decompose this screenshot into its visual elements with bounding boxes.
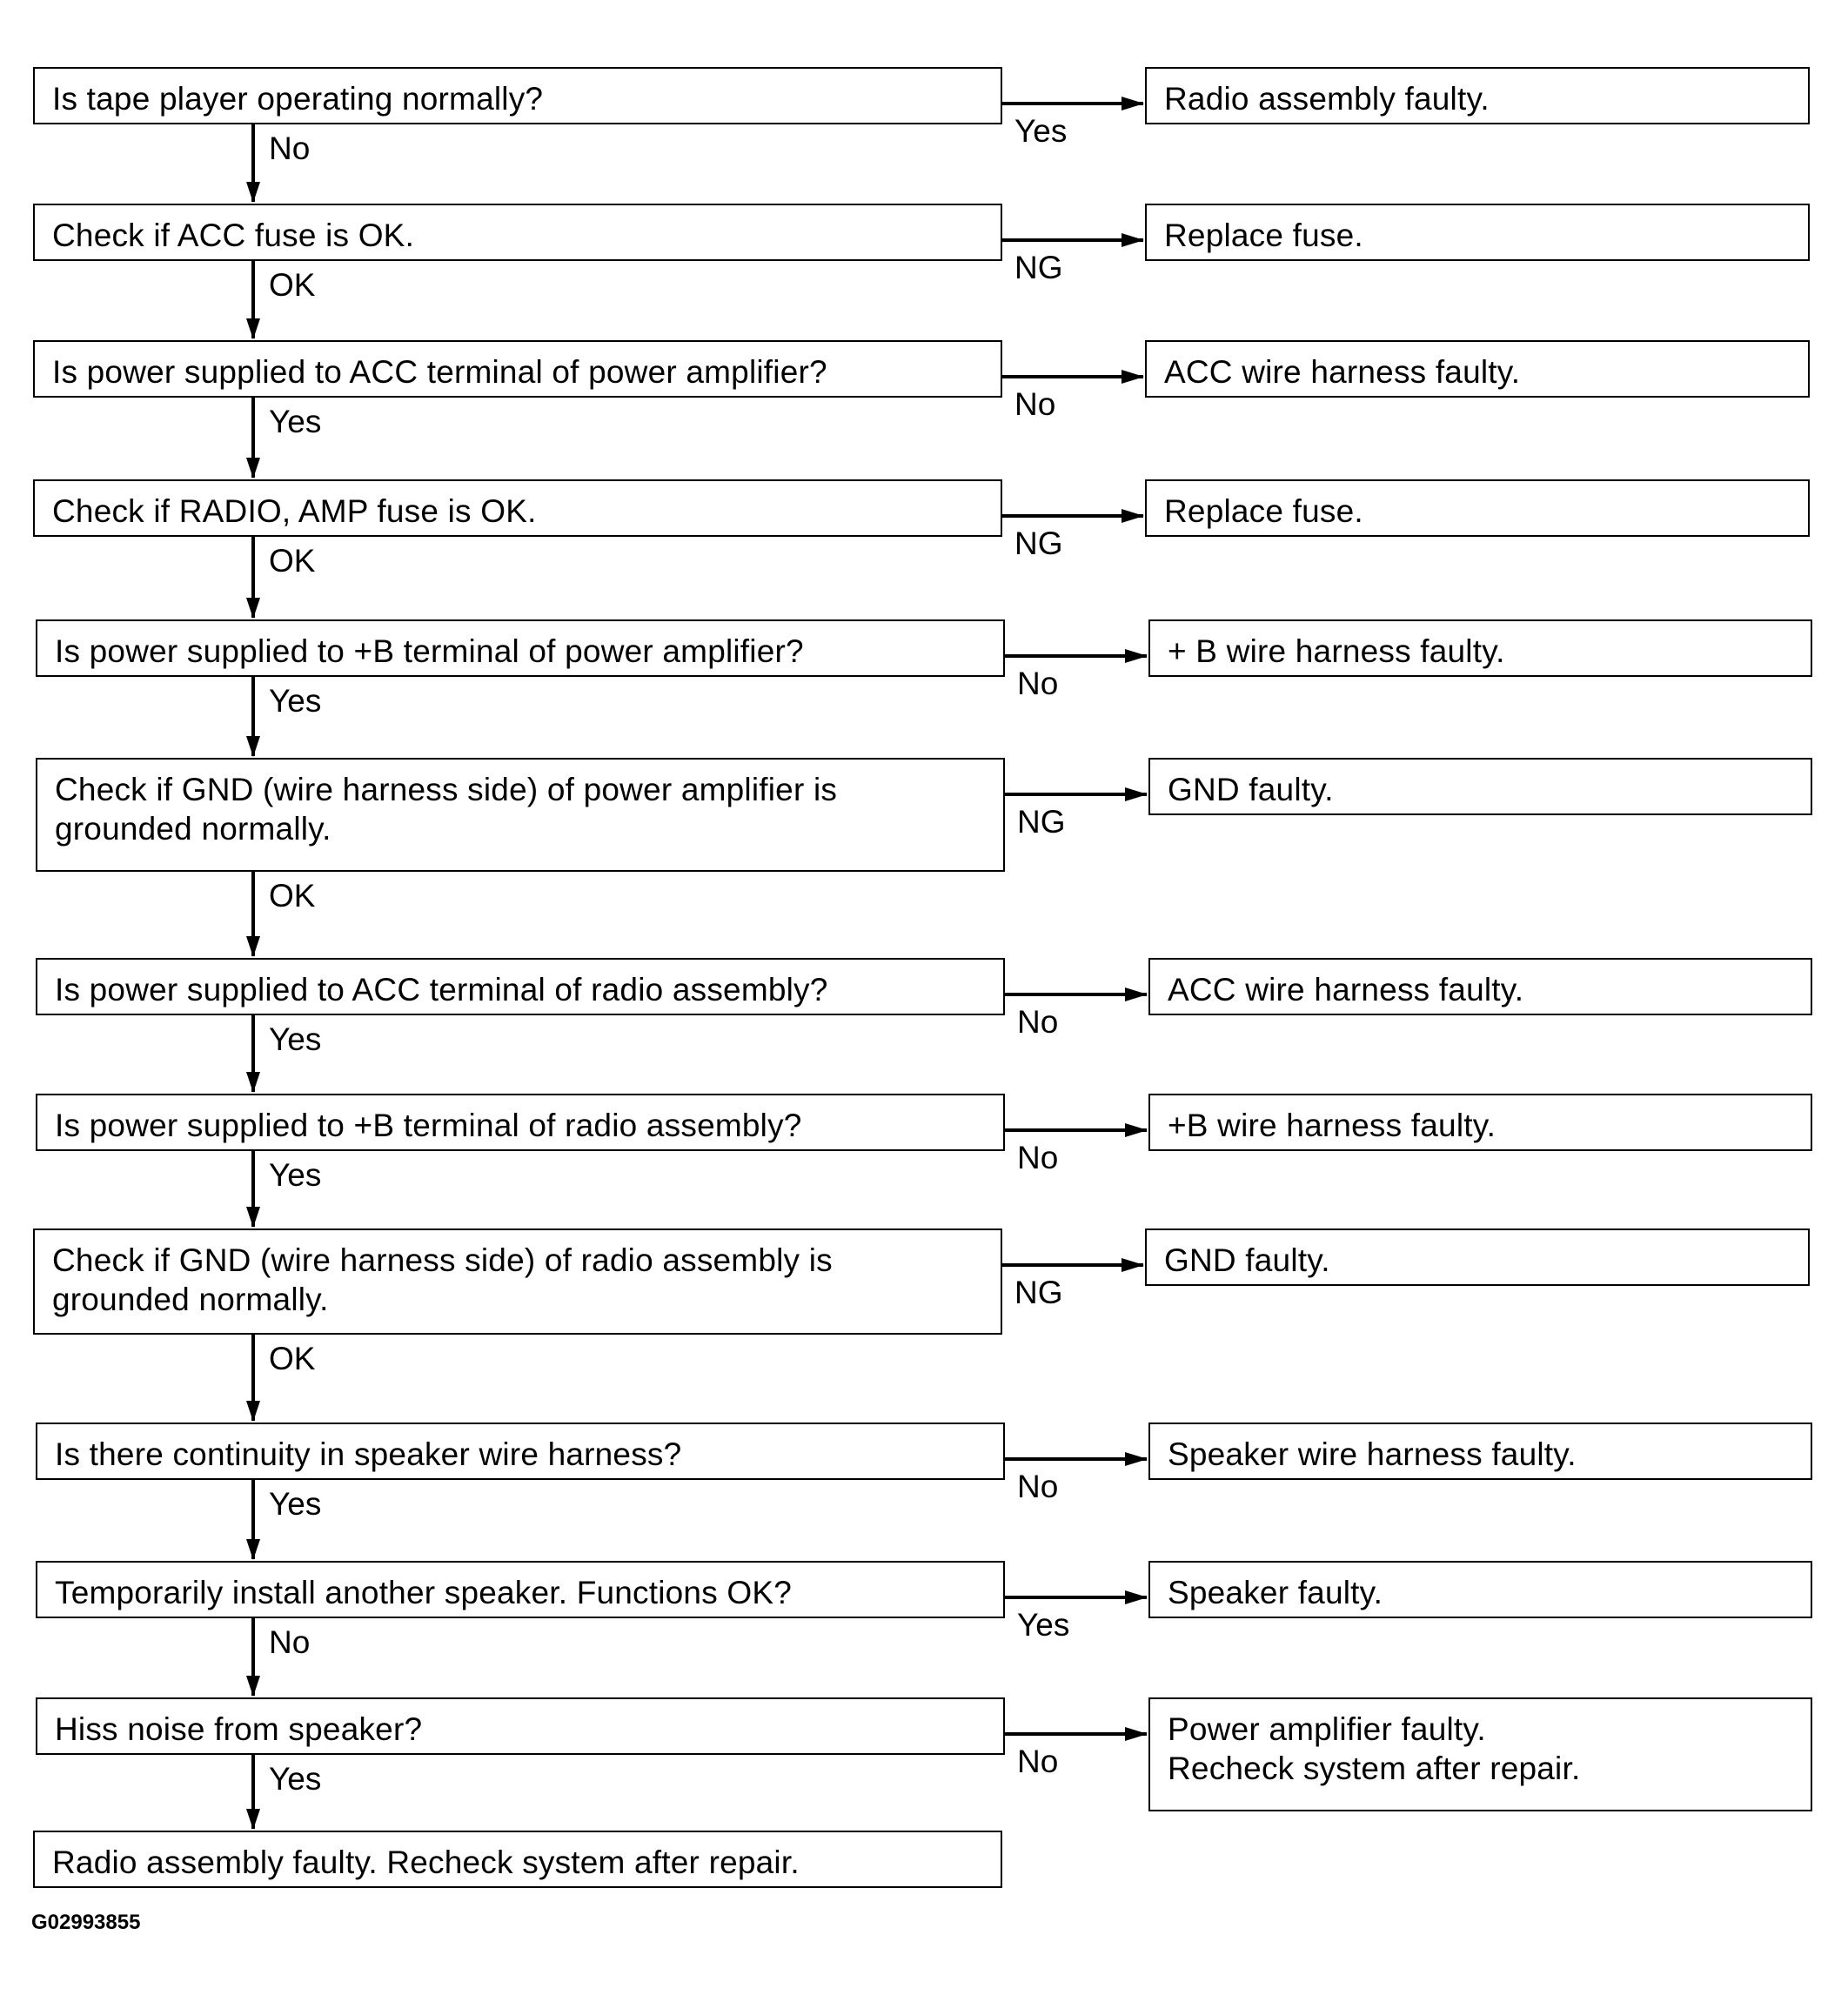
right-arrow-6 — [1125, 787, 1148, 801]
down-branch-label-4: OK — [269, 543, 316, 579]
outcome-box-7: ACC wire harness faulty. — [1148, 958, 1812, 1015]
question-box-4: Check if RADIO, AMP fuse is OK. — [33, 479, 1002, 537]
outcome-box-3: ACC wire harness faulty. — [1145, 340, 1810, 398]
right-branch-label-7: No — [1017, 1004, 1059, 1040]
question-box-3: Is power supplied to ACC terminal of power amplifier? — [33, 340, 1002, 398]
right-arrow-5 — [1125, 649, 1148, 663]
right-branch-label-3: No — [1014, 386, 1056, 422]
question-box-6: Check if GND (wire harness side) of power amplifier is grounded normally. — [36, 758, 1005, 872]
right-arrow-3 — [1122, 370, 1144, 384]
down-branch-label-5: Yes — [269, 683, 322, 719]
down-arrow-10 — [246, 1539, 260, 1560]
question-box-1: Is tape player operating normally? — [33, 67, 1002, 124]
down-arrow-1 — [246, 182, 260, 203]
down-branch-label-12: Yes — [269, 1761, 322, 1797]
outcome-box-12: Power amplifier faulty. Recheck system after repair. — [1148, 1697, 1812, 1811]
right-arrow-7 — [1125, 987, 1148, 1001]
question-box-2: Check if ACC fuse is OK. — [33, 204, 1002, 261]
right-branch-label-8: No — [1017, 1140, 1059, 1175]
down-arrow-8 — [246, 1207, 260, 1228]
outcome-box-8: +B wire harness faulty. — [1148, 1094, 1812, 1151]
right-branch-label-4: NG — [1014, 526, 1063, 561]
outcome-box-10: Speaker wire harness faulty. — [1148, 1423, 1812, 1480]
down-arrow-7 — [246, 1072, 260, 1093]
question-box-10: Is there continuity in speaker wire harness? — [36, 1423, 1005, 1480]
right-branch-label-6: NG — [1017, 804, 1066, 840]
outcome-box-6: GND faulty. — [1148, 758, 1812, 815]
down-arrow-5 — [246, 736, 260, 757]
down-arrow-4 — [246, 598, 260, 619]
down-branch-label-7: Yes — [269, 1021, 322, 1057]
right-arrow-10 — [1125, 1452, 1148, 1466]
right-branch-label-9: NG — [1014, 1275, 1063, 1310]
down-arrow-2 — [246, 318, 260, 339]
outcome-box-2: Replace fuse. — [1145, 204, 1810, 261]
down-arrow-11 — [246, 1676, 260, 1697]
down-branch-label-11: No — [269, 1624, 311, 1660]
outcome-box-11: Speaker faulty. — [1148, 1561, 1812, 1618]
right-arrow-9 — [1122, 1258, 1144, 1272]
right-branch-label-1: Yes — [1014, 113, 1068, 149]
question-box-5: Is power supplied to +B terminal of power amplifier? — [36, 619, 1005, 677]
question-box-8: Is power supplied to +B terminal of radio assembly? — [36, 1094, 1005, 1151]
right-branch-label-12: No — [1017, 1744, 1059, 1779]
down-branch-label-1: No — [269, 131, 311, 166]
figure-id: G02993855 — [31, 1911, 141, 1934]
outcome-box-5: + B wire harness faulty. — [1148, 619, 1812, 677]
question-box-9: Check if GND (wire harness side) of radio assembly is grounded normally. — [33, 1228, 1002, 1335]
outcome-box-4: Replace fuse. — [1145, 479, 1810, 537]
down-arrow-9 — [246, 1401, 260, 1422]
down-arrow-6 — [246, 936, 260, 957]
right-arrow-12 — [1125, 1727, 1148, 1741]
right-branch-label-10: No — [1017, 1469, 1059, 1504]
right-arrow-1 — [1122, 97, 1144, 110]
question-box-12: Hiss noise from speaker? — [36, 1697, 1005, 1755]
down-branch-label-8: Yes — [269, 1157, 322, 1193]
down-branch-label-6: OK — [269, 878, 316, 914]
down-arrow-3 — [246, 458, 260, 479]
right-arrow-2 — [1122, 233, 1144, 247]
right-arrow-8 — [1125, 1123, 1148, 1137]
right-branch-label-11: Yes — [1017, 1607, 1070, 1643]
down-branch-label-9: OK — [269, 1341, 316, 1376]
down-branch-label-10: Yes — [269, 1486, 322, 1522]
question-box-7: Is power supplied to ACC terminal of radio assembly? — [36, 958, 1005, 1015]
final-box: Radio assembly faulty. Recheck system after repair. — [33, 1831, 1002, 1888]
down-branch-label-2: OK — [269, 267, 316, 303]
right-arrow-4 — [1122, 509, 1144, 523]
right-branch-label-5: No — [1017, 666, 1059, 701]
right-branch-label-2: NG — [1014, 250, 1063, 285]
outcome-box-1: Radio assembly faulty. — [1145, 67, 1810, 124]
down-branch-label-3: Yes — [269, 404, 322, 439]
down-arrow-12 — [246, 1809, 260, 1830]
right-arrow-11 — [1125, 1590, 1148, 1604]
outcome-box-9: GND faulty. — [1145, 1228, 1810, 1286]
question-box-11: Temporarily install another speaker. Functions OK? — [36, 1561, 1005, 1618]
